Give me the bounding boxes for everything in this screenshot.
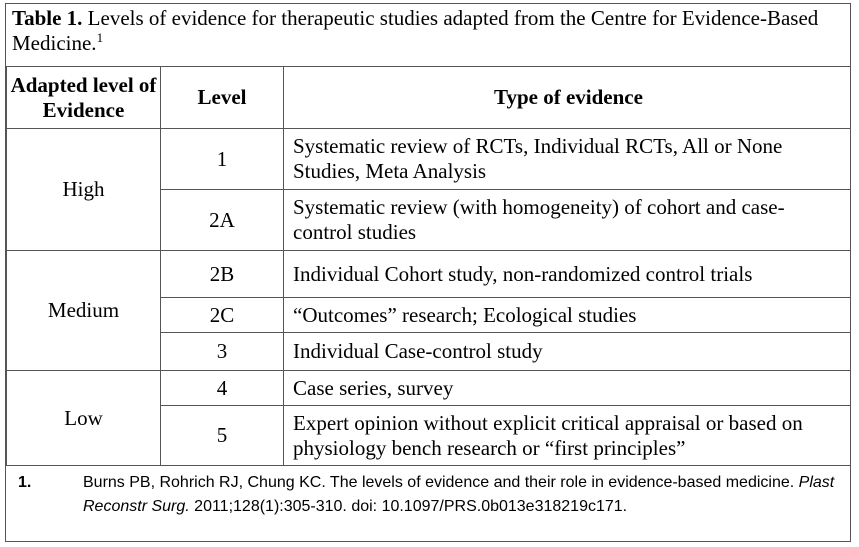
caption-label: Table 1. <box>12 6 83 30</box>
footnote <box>6 465 851 542</box>
evidence-type-cell: “Outcomes” research; Ecological studies <box>284 298 851 333</box>
citation-details: 2011;128(1):305-310. doi: 10.1097/PRS.0b013e318219c171. <box>189 498 628 515</box>
evidence-type-cell: Case series, survey <box>284 371 851 406</box>
evidence-type-cell: Individual Case-control study <box>284 333 851 371</box>
level-cell: 3 <box>161 333 284 371</box>
group-medium: Medium <box>7 251 161 371</box>
level-cell: 1 <box>161 129 284 190</box>
level-cell: 4 <box>161 371 284 406</box>
table-caption <box>12 6 842 56</box>
level-cell: 5 <box>161 406 284 466</box>
table-row <box>7 129 851 190</box>
table-row <box>7 371 851 406</box>
evidence-type-cell: Systematic review (with homogeneity) of cohort and case-control studies <box>284 190 851 251</box>
citation-journal: Plast Reconstr Surg. <box>83 474 835 515</box>
header-type-of-evidence: Type of evidence <box>284 67 851 129</box>
footnote-number: 1. <box>18 474 32 491</box>
evidence-type-cell: Systematic review of RCTs, Individual RCTs, All or None Studies, Meta Analysis <box>284 129 851 190</box>
level-cell: 2B <box>161 251 284 298</box>
level-cell: 2C <box>161 298 284 333</box>
group-low: Low <box>7 371 161 466</box>
citation-authors-title: Burns PB, Rohrich RJ, Chung KC. The levels of evidence and their role in evidence-based medicine. <box>83 474 799 491</box>
footnote-citation <box>83 471 838 519</box>
header-adapted-level: Adapted level of Evidence <box>7 67 161 129</box>
caption-reference: 1 <box>96 30 104 45</box>
evidence-type-cell: Individual Cohort study, non-randomized control trials <box>284 251 851 298</box>
table-row <box>7 251 851 298</box>
level-cell: 2A <box>161 190 284 251</box>
evidence-type-cell: Expert opinion without explicit critical appraisal or based on physiology bench research or “first principles” <box>284 406 851 466</box>
header-level: Level <box>161 67 284 129</box>
group-high: High <box>7 129 161 251</box>
evidence-levels-table <box>6 66 851 466</box>
caption-text: Levels of evidence for therapeutic studies adapted from the Centre for Evidence-Based Medicine. <box>12 6 819 55</box>
header-row <box>7 67 851 129</box>
